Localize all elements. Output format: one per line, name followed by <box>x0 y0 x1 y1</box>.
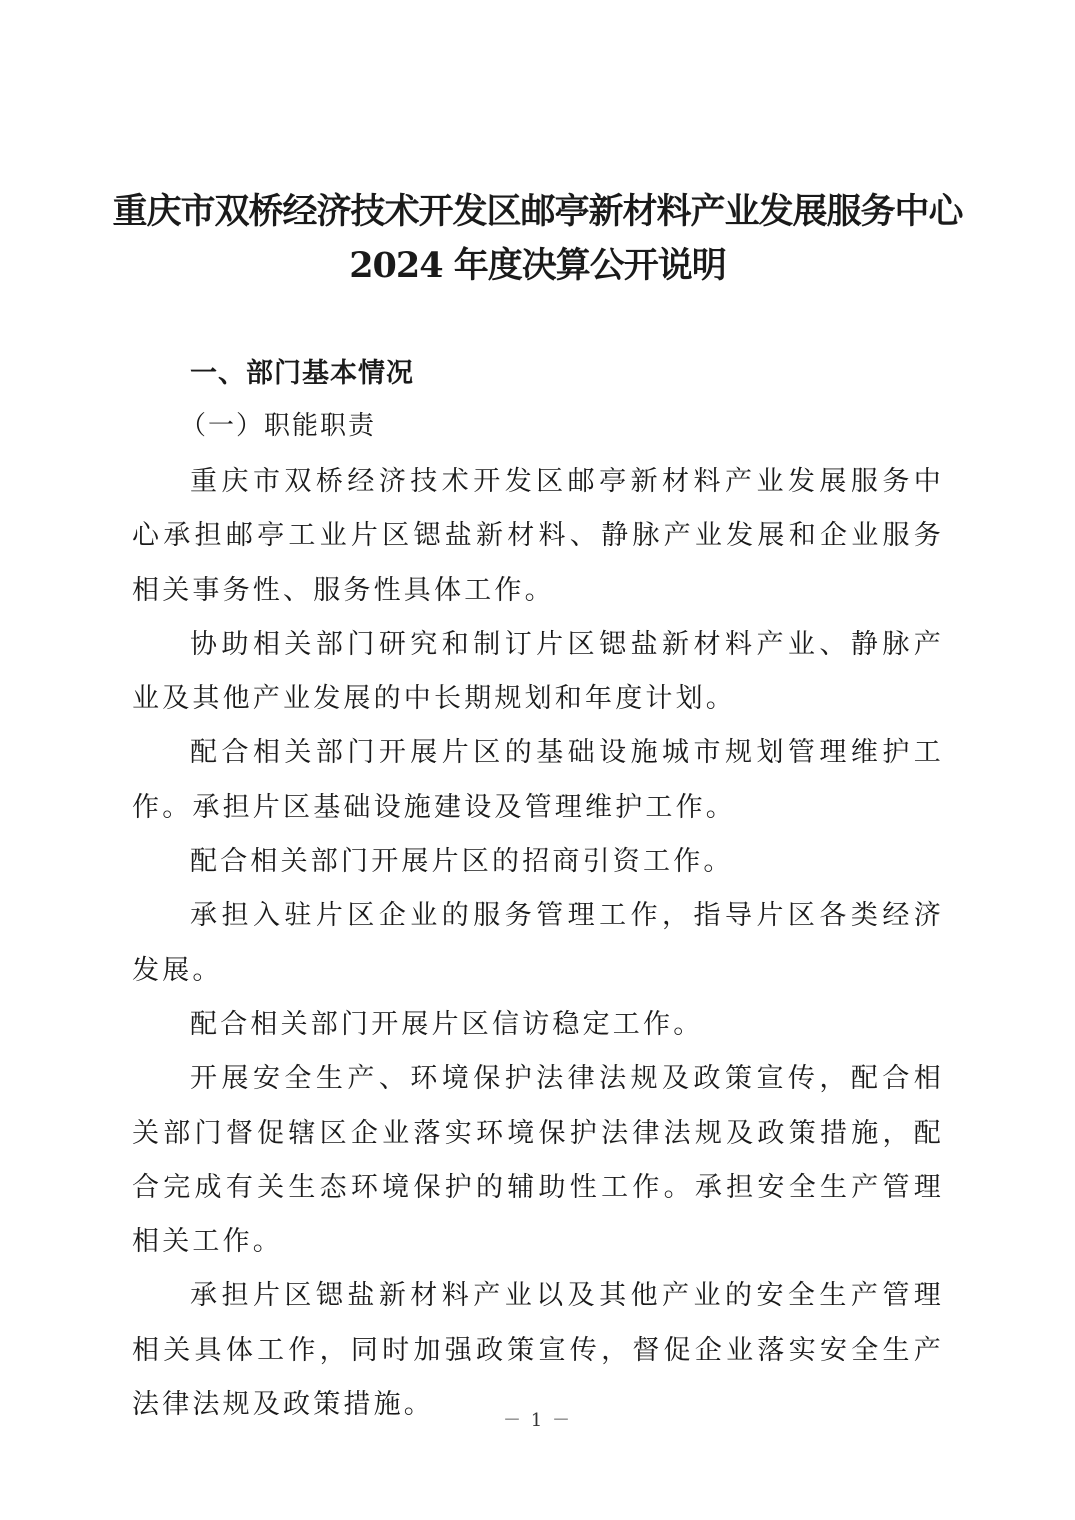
paragraph-6: 配合相关部门开展片区信访稳定工作。 <box>190 1008 704 1040</box>
section-heading: 一、部门基本情况 <box>190 358 414 389</box>
document-body <box>132 455 944 1432</box>
paragraph-7: 开展安全生产、环境保护法律法规及政策宣传，配合相关部门督促辖区企业落实环境保护法律法规及政策措施，配合完成有关生态环境保护的辅助性工作。承担安全生产管理相关工作。 <box>132 1063 944 1258</box>
paragraph-3: 配合相关部门开展片区的基础设施城市规划管理维护工作。承担片区基础设施建设及管理维护工作。 <box>132 737 944 823</box>
paragraph-4: 配合相关部门开展片区的招商引资工作。 <box>190 846 734 878</box>
document-title-line-2: 2024 年度决算公开说明 <box>349 245 726 286</box>
document-title-line-1: 重庆市双桥经济技术开发区邮亭新材料产业发展服务中心 <box>112 191 963 232</box>
subsection-heading: （一）职能职责 <box>180 411 377 441</box>
paragraph-8: 承担片区锶盐新材料产业以及其他产业的安全生产管理相关具体工作，同时加强政策宣传，督促企业落实安全生产法律法规及政策措施。 <box>132 1280 944 1421</box>
paragraph-2: 协助相关部门研究和制订片区锶盐新材料产业、静脉产业及其他产业发展的中长期规划和年度计划。 <box>132 628 944 715</box>
paragraph-5: 承担入驻片区企业的服务管理工作，指导片区各类经济发展。 <box>132 900 944 986</box>
paragraph-1: 重庆市双桥经济技术开发区邮亭新材料产业发展服务中心承担邮亭工业片区锶盐新材料、静脉产业发展和企业服务相关事务性、服务性具体工作。 <box>132 466 944 606</box>
page-number: － 1 － <box>503 1410 572 1431</box>
